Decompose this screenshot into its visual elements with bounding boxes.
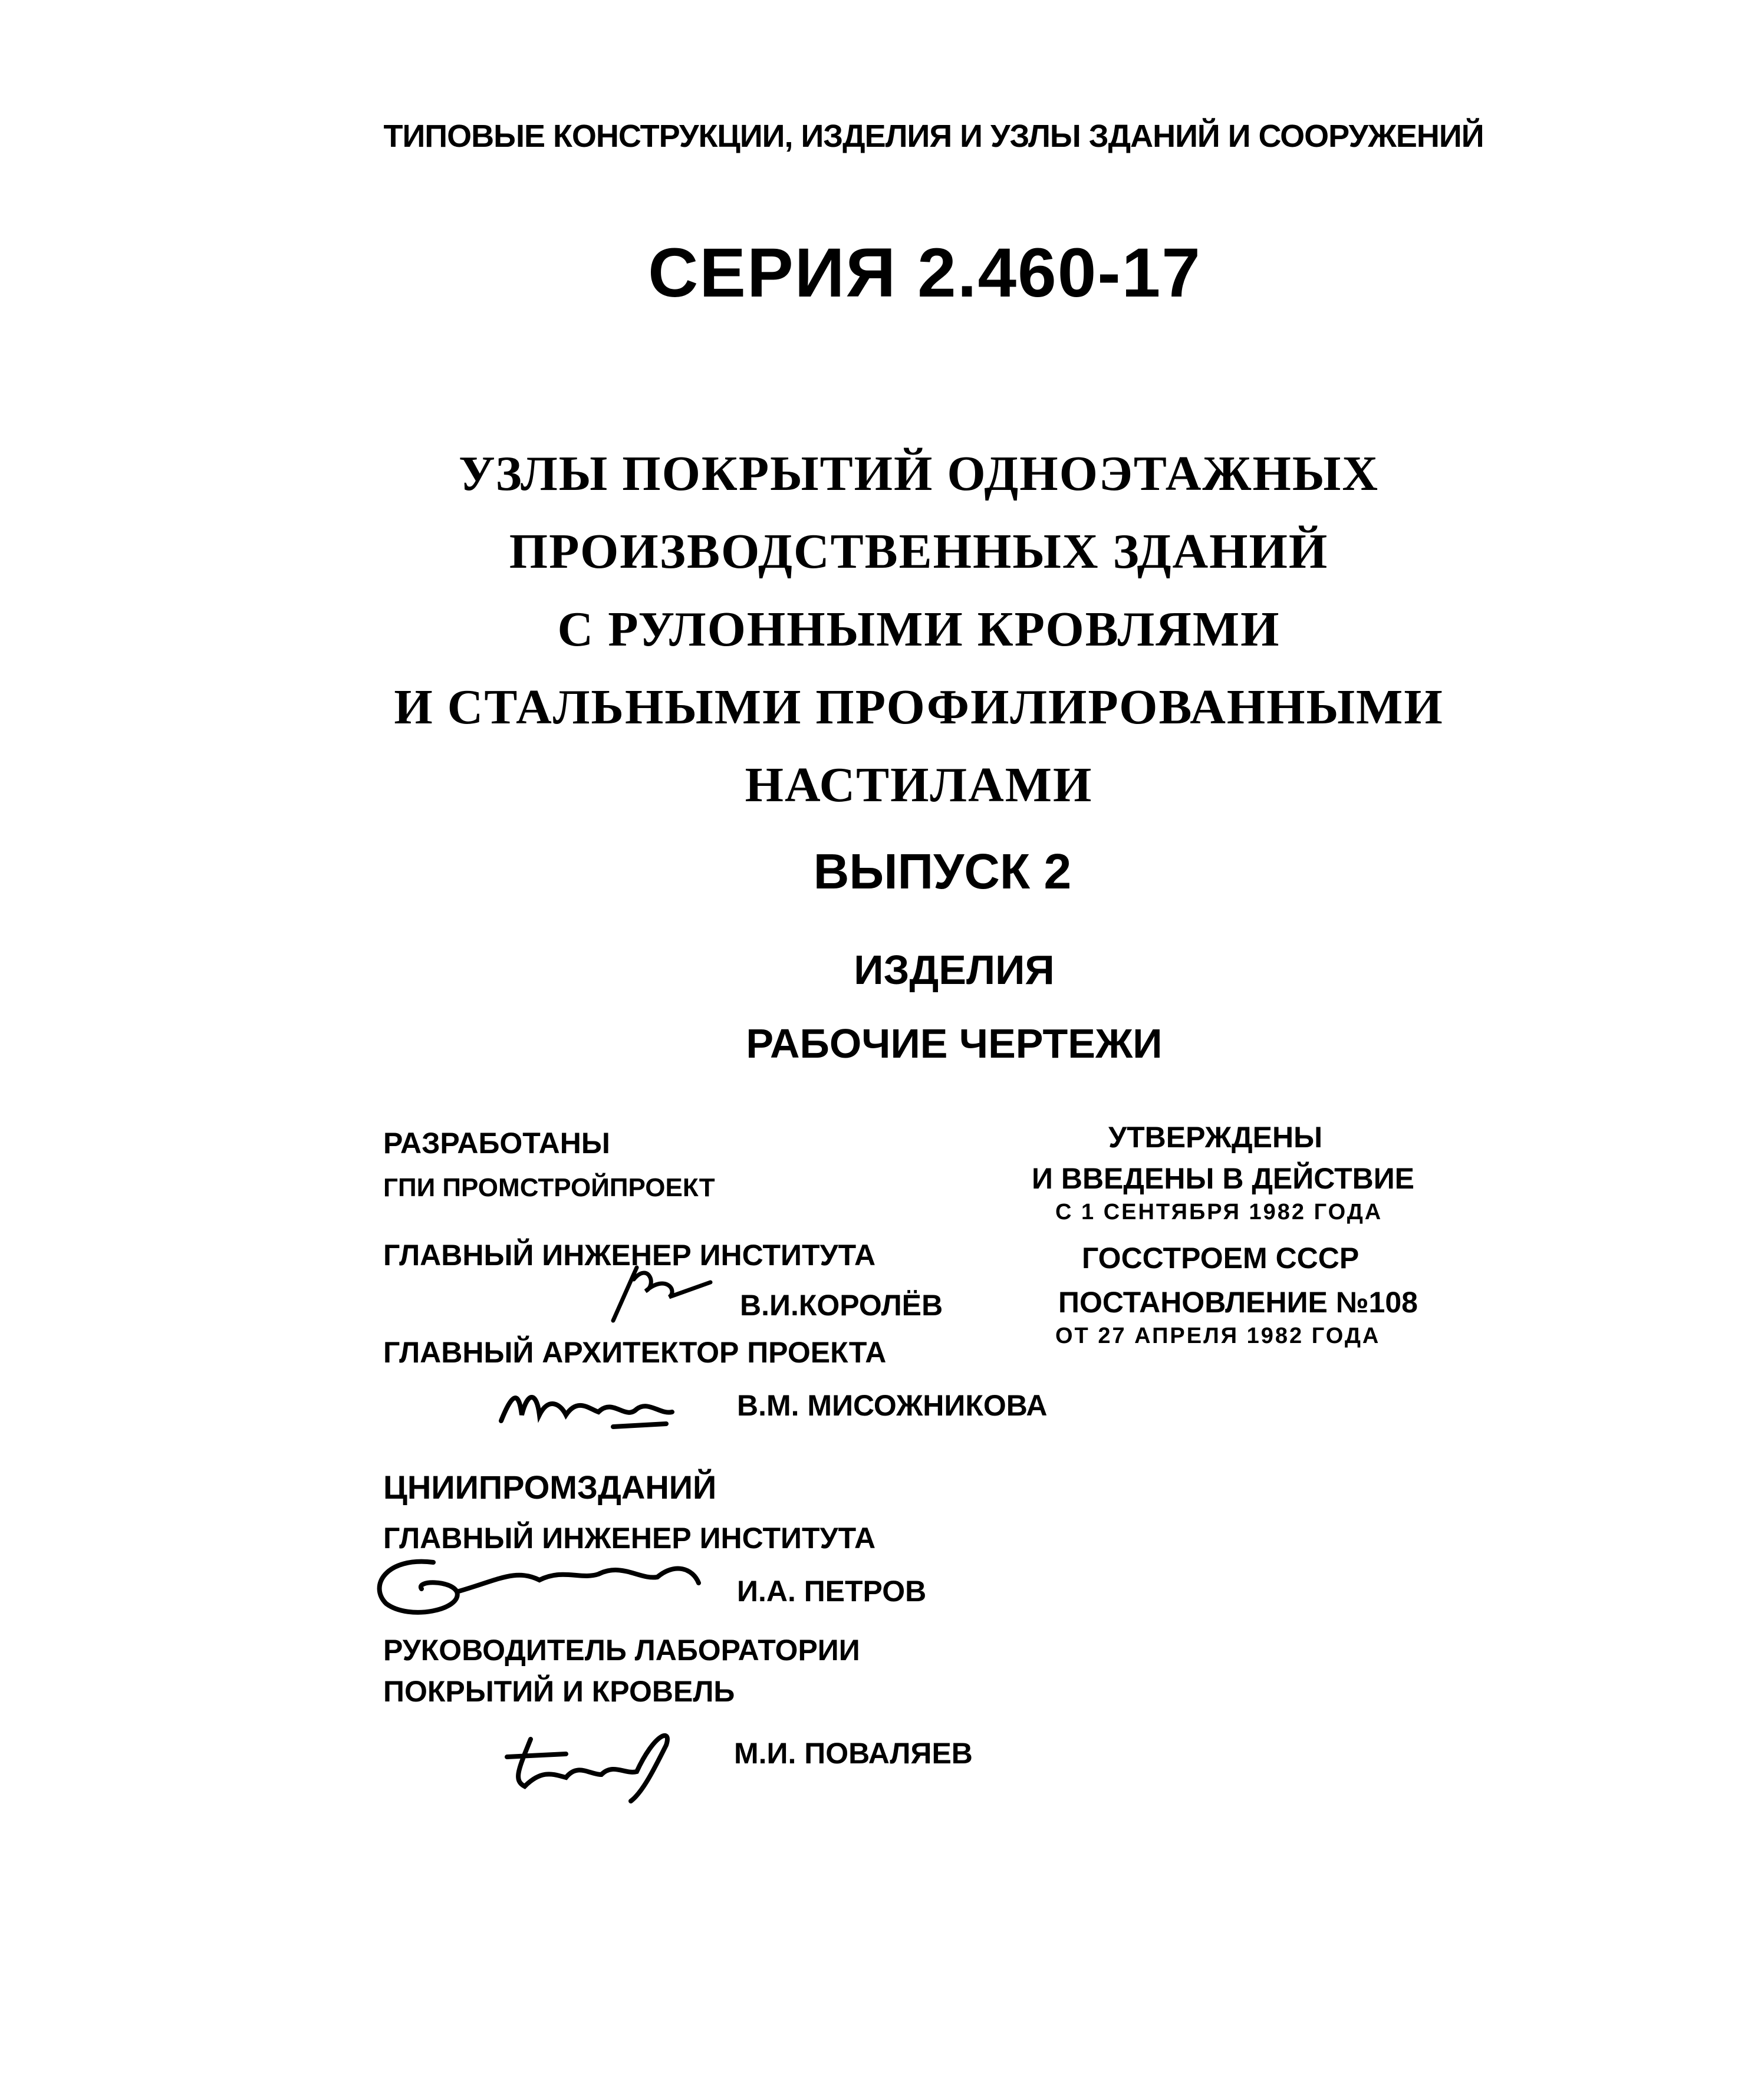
chief-engineer-role: ГЛАВНЫЙ ИНЖЕНЕР ИНСТИТУТА <box>383 1239 876 1272</box>
approved-label: УТВЕРЖДЕНЫ <box>1108 1121 1323 1154</box>
developed-label: РАЗРАБОТАНЫ <box>383 1127 610 1160</box>
title-line: ПРОИЗВОДСТВЕННЫХ ЗДАНИЙ <box>509 524 1329 579</box>
document-title <box>0 435 1761 824</box>
issue-number: ВЫПУСК 2 <box>813 844 1072 899</box>
approving-authority: ГОССТРОЕМ СССР <box>1082 1242 1360 1275</box>
collection-heading: ТИПОВЫЕ КОНСТРУКЦИИ, ИЗДЕЛИЯ И УЗЛЫ ЗДАНИЙ И СООРУЖЕНИЙ <box>383 119 1484 154</box>
chief-architect-role: ГЛАВНЫЙ АРХИТЕКТОР ПРОЕКТА <box>383 1336 887 1369</box>
series-number: СЕРИЯ 2.460-17 <box>648 234 1202 312</box>
title-line: УЗЛЫ ПОКРЫТИЙ ОДНОЭТАЖНЫХ <box>459 446 1379 501</box>
signature-povalyaev <box>495 1722 696 1804</box>
effective-date: С 1 СЕНТЯБРЯ 1982 ГОДА <box>1055 1200 1383 1225</box>
subtitle-products: ИЗДЕЛИЯ <box>854 947 1055 993</box>
title-line: НАСТИЛАМИ <box>745 758 1093 812</box>
signature-petrov <box>363 1545 752 1633</box>
signature-misozhnikova <box>495 1380 684 1433</box>
lab-head-role: РУКОВОДИТЕЛЬ ЛАБОРАТОРИИ <box>383 1634 860 1667</box>
signature-korolev <box>601 1256 719 1327</box>
name-korolev: В.И.КОРОЛЁВ <box>740 1289 943 1322</box>
title-line: И СТАЛЬНЫМИ ПРОФИЛИРОВАННЫМИ <box>394 680 1444 735</box>
subtitle-drawings: РАБОЧИЕ ЧЕРТЕЖИ <box>746 1021 1163 1067</box>
resolution-date: ОТ 27 АПРЕЛЯ 1982 ГОДА <box>1055 1324 1381 1348</box>
org-tsniipromzdaniy: ЦНИИПРОМЗДАНИЙ <box>383 1469 717 1506</box>
title-line: С РУЛОННЫМИ КРОВЛЯМИ <box>557 602 1281 657</box>
approved-into-force: И ВВЕДЕНЫ В ДЕЙСТВИЕ <box>1032 1162 1415 1195</box>
name-misozhnikova: В.М. МИСОЖНИКОВА <box>737 1389 1048 1422</box>
name-petrov: И.А. ПЕТРОВ <box>737 1575 927 1608</box>
name-povalyaev: М.И. ПОВАЛЯЕВ <box>734 1737 973 1770</box>
lab-name: ПОКРЫТИЙ И КРОВЕЛЬ <box>383 1675 735 1708</box>
developer-org: ГПИ ПРОМСТРОЙПРОЕКТ <box>383 1173 715 1202</box>
resolution-number: ПОСТАНОВЛЕНИЕ №108 <box>1058 1286 1418 1319</box>
chief-engineer-role-2: ГЛАВНЫЙ ИНЖЕНЕР ИНСТИТУТА <box>383 1522 876 1555</box>
